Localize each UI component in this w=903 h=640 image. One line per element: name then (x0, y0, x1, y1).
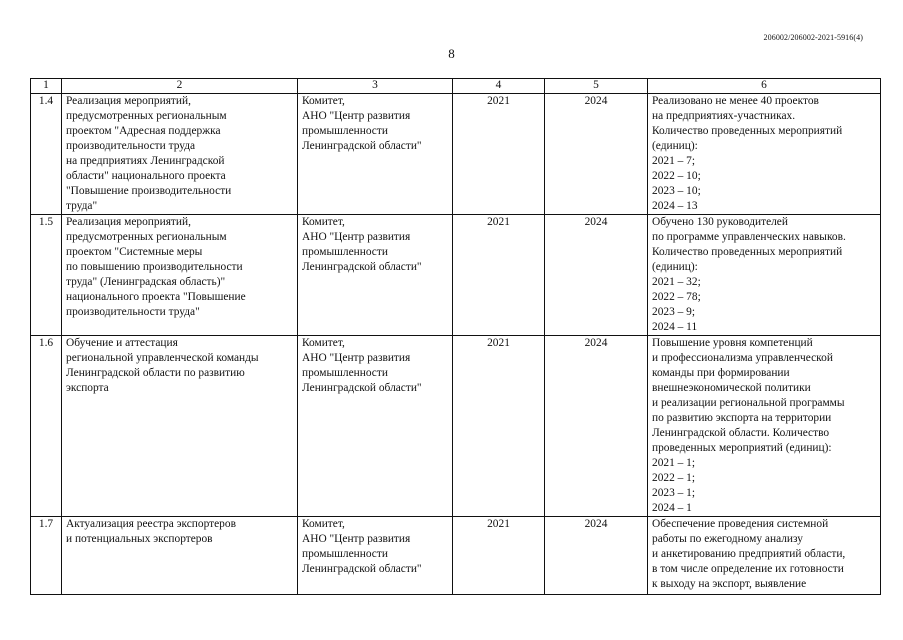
end-year-cell: 2024 (545, 94, 648, 215)
start-year-cell: 2021 (453, 94, 545, 215)
activity-cell: Реализация мероприятий, предусмотренных региональным проектом "Системные меры по повышению производительности труда" (Ленинградская область)" национального проекта "Повышение производительности труда" (62, 215, 298, 336)
table-header-row (31, 79, 881, 94)
activity-cell: Обучение и аттестация региональной управленческой команды Ленинградской области по развитию экспорта (62, 336, 298, 517)
end-year-cell: 2024 (545, 517, 648, 595)
start-year-cell: 2021 (453, 517, 545, 595)
start-year-cell: 2021 (453, 215, 545, 336)
row-number: 1.5 (31, 215, 62, 336)
end-year-cell: 2024 (545, 215, 648, 336)
column-number-1: 1 (31, 79, 62, 94)
executor-cell: Комитет, АНО "Центр развития промышленности Ленинградской области" (298, 336, 453, 517)
result-cell: Обеспечение проведения системной работы по ежегодному анализу и анкетированию предприятий области, в том числе определение их готовности к выходу на экспорт, выявление (648, 517, 881, 595)
page-number: 8 (448, 46, 455, 61)
start-year-cell: 2021 (453, 336, 545, 517)
document-id: 206002/206002-2021-5916(4) (763, 33, 863, 42)
row-number: 1.6 (31, 336, 62, 517)
column-number-2: 2 (62, 79, 298, 94)
result-cell: Обучено 130 руководителей по программе управленческих навыков. Количество проведенных мероприятий (единиц): 2021 – 32; 2022 – 78; 2023 – 9; 2024 – 11 (648, 215, 881, 336)
column-number-6: 6 (648, 79, 881, 94)
executor-cell: Комитет, АНО "Центр развития промышленности Ленинградской области" (298, 215, 453, 336)
executor-cell: Комитет, АНО "Центр развития промышленности Ленинградской области" (298, 94, 453, 215)
table-row (31, 94, 881, 215)
end-year-cell: 2024 (545, 336, 648, 517)
activity-cell: Актуализация реестра экспортеров и потенциальных экспортеров (62, 517, 298, 595)
table-row (31, 336, 881, 517)
executor-cell: Комитет, АНО "Центр развития промышленности Ленинградской области" (298, 517, 453, 595)
table-row (31, 517, 881, 595)
column-number-4: 4 (453, 79, 545, 94)
row-number: 1.7 (31, 517, 62, 595)
activity-cell: Реализация мероприятий, предусмотренных региональным проектом "Адресная поддержка производительности труда на предприятиях Ленинградской области" национального проекта "Повышение производительности труда" (62, 94, 298, 215)
result-cell: Реализовано не менее 40 проектов на предприятиях-участниках. Количество проведенных мероприятий (единиц): 2021 – 7; 2022 – 10; 2023 – 10; 2024 – 13 (648, 94, 881, 215)
row-number: 1.4 (31, 94, 62, 215)
result-cell: Повышение уровня компетенций и профессионализма управленческой команды при формировании внешнеэкономической политики и реализации региональной программы по развитию экспорта на территории Ленинградской области. Количество проведенных мероприятий (единиц): 2021 – 1; 2022 – 1; 2023 – 1; 2024 – 1 (648, 336, 881, 517)
table-row (31, 215, 881, 336)
column-number-5: 5 (545, 79, 648, 94)
activities-table (30, 78, 881, 595)
column-number-3: 3 (298, 79, 453, 94)
